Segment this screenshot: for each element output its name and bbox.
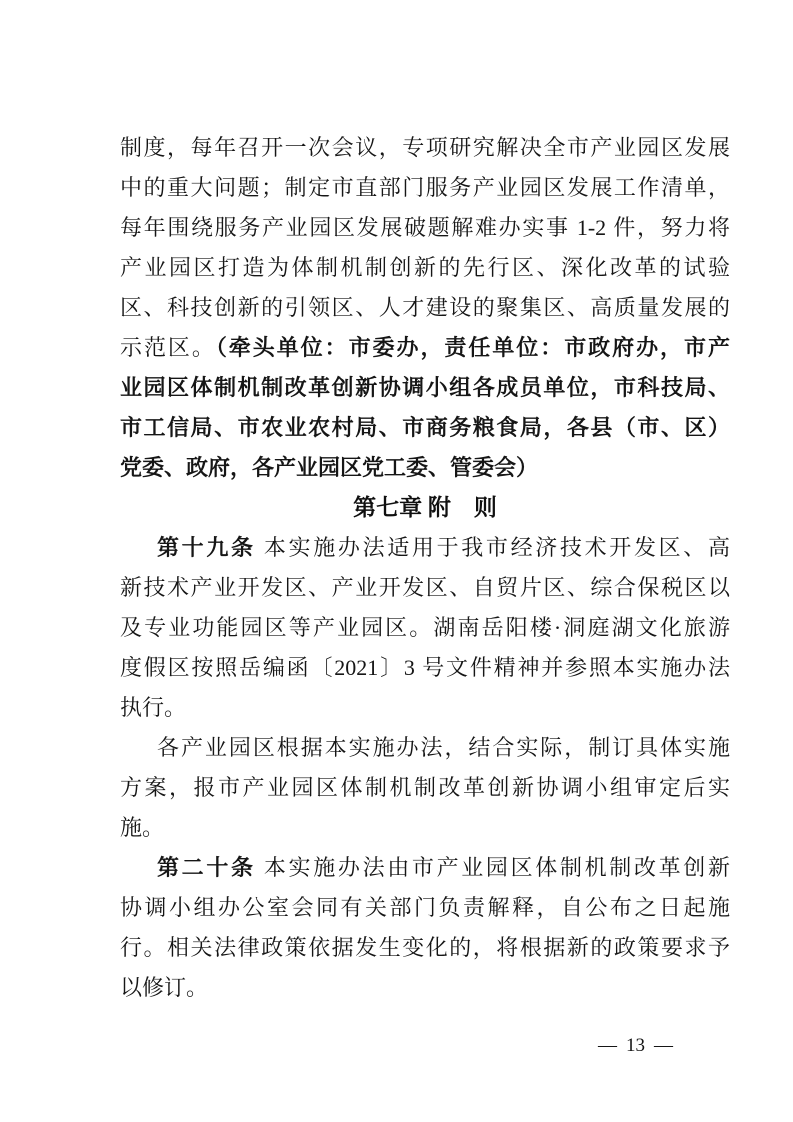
body-line [120, 768, 730, 808]
text-segment: 协调小组办公室会同有关部门负责解释，自公布之日起施 [120, 895, 730, 920]
body-line [120, 128, 730, 168]
body-line [120, 688, 730, 728]
bold-text-segment: （牵头单位：市委办，责任单位：市政府办，市产 [215, 335, 730, 360]
text-segment: 每年围绕服务产业园区发展破题解难办实事 1-2 件，努力将 [120, 215, 730, 240]
text-segment: 中的重大问题；制定市直部门服务产业园区发展工作清单， [120, 175, 730, 200]
bold-text-segment: 党委、政府，各产业园区党工委、管委会） [120, 455, 539, 480]
body-line [120, 288, 730, 328]
text-segment: 示范区。 [120, 335, 216, 360]
body-line [120, 368, 730, 408]
text-segment: 度假区按照岳编函〔2021〕3 号文件精神并参照本实施办法 [120, 655, 730, 680]
body-line [120, 888, 730, 928]
body-line [120, 728, 730, 768]
body-line [120, 168, 730, 208]
text-segment: 行。相关法律政策依据发生变化的，将根据新的政策要求予 [120, 935, 730, 960]
text-segment: 施。 [120, 815, 165, 840]
page-number: 13 [626, 1035, 645, 1056]
body-line [120, 208, 730, 248]
text-segment: 制度，每年召开一次会议，专项研究解决全市产业园区发展 [120, 135, 730, 160]
text-segment: 各产业园区根据本实施办法，结合实际，制订具体实施 [157, 735, 730, 760]
text-segment: 及专业功能园区等产业园区。湖南岳阳楼·洞庭湖文化旅游 [120, 615, 730, 640]
text-segment: 方案，报市产业园区体制机制改革创新协调小组审定后实 [120, 775, 730, 800]
body-line [120, 328, 730, 368]
bold-text-segment: 第十九条 [157, 535, 256, 560]
body-line [120, 408, 730, 448]
document-body [120, 128, 730, 1008]
text-segment: 产业园区打造为体制机制创新的先行区、深化改革的试验 [120, 255, 730, 280]
bold-text-segment: 第二十条 [157, 855, 256, 880]
chapter-heading [120, 488, 730, 528]
text-segment: 区、科技创新的引领区、人才建设的聚集区、高质量发展的 [120, 295, 730, 320]
footer-dash-right: — [654, 1035, 673, 1056]
text-segment: 以修订。 [120, 975, 209, 1000]
bold-text-segment: 市工信局、市农业农村局、市商务粮食局，各县（市、区） [120, 415, 730, 440]
footer-dash-left: — [598, 1035, 617, 1056]
text-segment: 本实施办法适用于我市经济技术开发区、高 [255, 535, 730, 560]
body-line [120, 248, 730, 288]
body-line [120, 848, 730, 888]
text-segment: 新技术产业开发区、产业开发区、自贸片区、综合保税区以 [120, 575, 730, 600]
body-line [120, 928, 730, 968]
bold-text-segment: 业园区体制机制改革创新协调小组各成员单位，市科技局、 [120, 375, 730, 400]
bold-text-segment: 第七章 附 则 [353, 495, 497, 520]
body-line [120, 528, 730, 568]
body-line [120, 568, 730, 608]
text-segment: 执行。 [120, 695, 187, 720]
body-line [120, 808, 730, 848]
body-line [120, 448, 730, 488]
body-line [120, 608, 730, 648]
text-segment: 本实施办法由市产业园区体制机制改革创新 [255, 855, 730, 880]
page-footer [598, 1032, 673, 1060]
body-line [120, 648, 730, 688]
body-line [120, 968, 730, 1008]
